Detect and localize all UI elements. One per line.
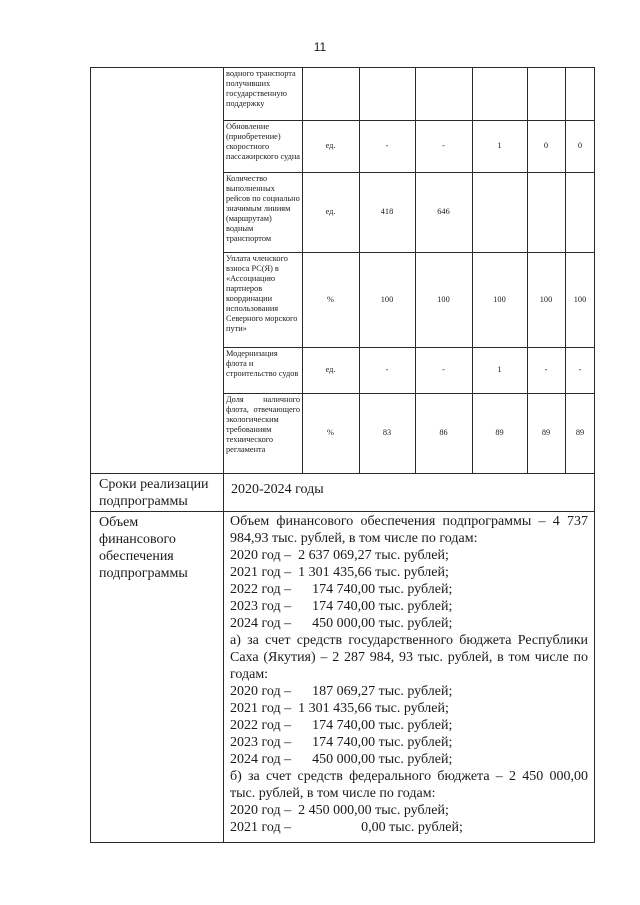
financing-total-year: 2020 год – 2 637 069,27 тыс. рублей; (230, 548, 449, 563)
financing-content (230, 513, 588, 836)
indicator-name: Обновление (приобретение) скоростного пассажирского судна (226, 122, 300, 161)
page-number: 11 (313, 40, 327, 54)
indicator-value: 100 (437, 294, 450, 304)
indicator-unit: ед. (325, 365, 336, 374)
indicator-value: 89 (495, 428, 504, 437)
indicator-name: Модернизация флота и строительство судов (226, 349, 299, 378)
indicator-value: 89 (575, 428, 585, 437)
indicator-name: водного транспорта получивших государственную поддержку (226, 69, 296, 108)
indicator-value: 86 (439, 428, 448, 437)
financing-federal-year: 2020 год – 2 450 000,00 тыс. рублей; (230, 803, 449, 818)
indicator-value: 1 (497, 365, 502, 374)
indicator-value: 1 (497, 141, 502, 150)
financing-total-year: 2021 год – 1 301 435,66 тыс. рублей; (230, 565, 449, 580)
financing-regional-year: 2023 год – 174 740,00 тыс. рублей; (230, 735, 453, 750)
indicator-value: 100 (380, 294, 394, 304)
financing-label: Объем финансового обеспечения подпрограммы (99, 515, 188, 581)
indicator-unit: % (327, 294, 334, 304)
financing-total-year: 2022 год – 174 740,00 тыс. рублей; (230, 582, 453, 597)
financing-intro: Объем финансового обеспечения подпрограммы – 4 737 984,93 тыс. рублей, в том числе по годам: (230, 514, 588, 546)
indicator-value: - (442, 365, 445, 374)
row-divider (90, 473, 595, 474)
indicator-value: - (578, 365, 582, 374)
indicator-value: - (385, 141, 389, 150)
row-divider (90, 511, 595, 512)
financing-regional-year: 2022 год – 174 740,00 тыс. рублей; (230, 718, 453, 733)
indicator-value: 83 (382, 428, 392, 437)
financing-total-year: 2024 год – 450 000,00 тыс. рублей; (230, 616, 453, 631)
financing-regional-year: 2020 год – 187 069,27 тыс. рублей; (230, 684, 453, 699)
indicator-value: - (385, 365, 389, 374)
indicator-value: 100 (493, 294, 506, 304)
indicator-value: 100 (573, 294, 587, 304)
financing-regional-year: 2024 год – 450 000,00 тыс. рублей; (230, 752, 453, 767)
financing-total-year: 2023 год – 174 740,00 тыс. рублей; (230, 599, 453, 614)
indicator-name: Количество выполненных рейсов по социально значимым линиям (маршрутам) водным транспортом (226, 174, 300, 243)
indicator-value: 0 (577, 141, 583, 150)
indicator-unit: ед. (325, 141, 336, 150)
indicator-name: Уплата членского взноса РС(Я) в «Ассоциацию партнеров координации использования Северного морского пути» (226, 254, 298, 333)
timeline-label: Сроки реализации подпрограммы (99, 477, 209, 509)
financing-regional-intro: а) за счет средств государственного бюджета Республики Саха (Якутия) – 2 287 984, 93 тыс. рублей, в том числе по годам: (230, 633, 588, 682)
indicator-value: 89 (541, 428, 551, 437)
indicator-unit: ед. (325, 207, 336, 216)
indicator-value: 646 (437, 207, 450, 216)
subprogram-passport-table (90, 67, 595, 843)
financing-federal-intro: б) за счет средств федерального бюджета – 2 450 000,00 тыс. рублей, в том числе по годам: (230, 769, 588, 801)
indicator-value: - (544, 365, 548, 374)
indicator-unit (302, 67, 359, 120)
indicator-value: 418 (380, 207, 394, 216)
indicator-value: 100 (539, 294, 553, 304)
financing-regional-year: 2021 год – 1 301 435,66 тыс. рублей; (230, 701, 449, 716)
indicator-unit: % (327, 428, 334, 437)
indicator-name: Доля наличного флота, отвечающего экологическим требованиям технического регламента (226, 395, 300, 454)
indicator-value: - (442, 141, 445, 150)
financing-federal-year: 2021 год – 0,00 тыс. рублей; (230, 820, 463, 835)
timeline-value: 2020-2024 годы (231, 482, 324, 497)
indicator-value: 0 (543, 141, 549, 150)
